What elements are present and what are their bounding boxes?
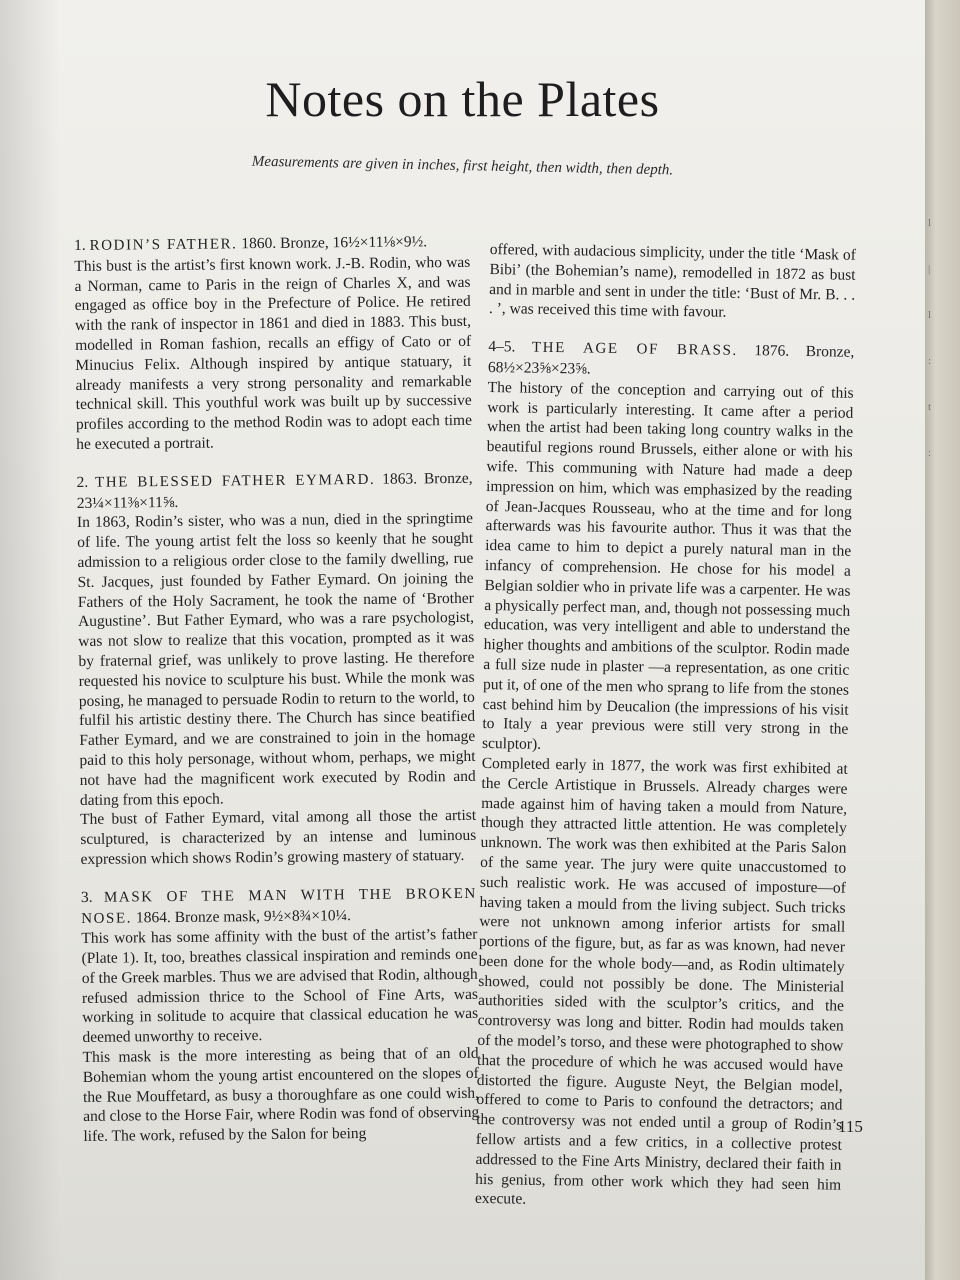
note-entry [475,337,855,1215]
plate-title: THE BLESSED FATHER EYMARD. [94,471,376,491]
edge-marks: l | l : t : [928,217,932,459]
note-paragraph: This work has some affinity with the bust of the artist’s father (Plate 1). It, too, breathes classical inspiration and reminds one of the Greek marbles. Thus we are advised that Rodin, although refused admission thrice to the School of Fine Arts, was working in solitude to acquire that classical education he was deemed unworthy to receive. [81,926,479,1047]
right-column [474,240,855,1233]
note-paragraph: Completed early in 1877, the work was first exhibited at the Cercle Artistique in Brussels. Already charges were made against him of having taken a mould from Nature, though they attracted little attention. He was completely unknown. The work was then exhibited at the Paris Salon of the same year. The jury were quite unaccustomed to such realistic work. He was accused of imposture—of having taken a mould from the living subject. Such tricks were not unknown among inferior artists for small portions of the figure, but, as far as was known, had never been done for the whole body—and, as Rodin ultimately showed, could not possibly be done. The Ministerial authorities sided with the sculptor’s critics, and the controversy was long and bitter. Rodin had moulds taken of the model’s torso, and these were photographed to show that the procedure of which he was accused would have distorted the figure. Auguste Neyt, the Belgian model, offered to come to Paris to confound the detractors; and the controversy was not ended until a group of Rodin’s fellow artists and a few critics, in a collective protest addressed to the Fine Arts Ministry, declared their faith in his genius, from other work which they had seen him execute. [474,754,848,1209]
note-entry [81,884,480,1147]
plate-number: 4–5. [488,338,516,356]
note-heading [488,337,855,383]
plate-title: RODIN’S FATHER. [89,236,238,254]
note-paragraph: The bust of Father Eymard, vital among all those the artist sculptured, is characterized by an intense and luminous expression which shows Rodin’s growing mastery of statuary. [80,807,477,868]
plate-details: 1876. Bronze, 68½×23⅝×23⅝. [487,342,855,378]
gutter-shadow [0,0,60,1280]
plate-details: 1863. Bronze, 23¼×11⅜×11⅝. [76,469,473,512]
note-paragraph: This mask is the more interesting as being that of an old Bohemian whom the young artist encountered on the slopes of the Rue Mouffetard, as busy a thoroughfare as one could wish, and close to the Horse Fair, where Rodin was fond of observing life. The work, refused by the Salon for being [82,1044,480,1146]
note-paragraph: In 1863, Rodin’s sister, who was a nun, died in the springtime of life. The young artist felt the loss so keenly that he sought admission to a religious order close to the family dwelling, rue St. Jacques, just founded by Father Eymard. On joining the Fathers of the Holy Sacrament, he took the name of ‘Brother Augustine’. But Father Eymard, who was a rare psychologist, was not slow to realize that this vocation, prompted as it was by fraternal grief, was unlikely to prove lasting. He therefore requested his novice to sculpture his bust. While the monk was posing, he managed to persuade Rodin to return to the world, to fulfil his artistic destiny there. The Church has since beatified Father Eymard, and we are constrained to join in the homage paid to this holy personage, without whom, perhaps, we might not have had the magnificent work executed by Rodin and dating from this epoch. [76,510,476,809]
note-heading [76,469,472,514]
note-entry [74,232,472,455]
plate-title: MASK OF THE MAN WITH THE BROKEN NOSE. [81,885,477,927]
page-subtitle: Measurements are given in inches, first height, then width, then depth. [251,153,674,179]
plate-details: 1860. Bronze, 16½×11⅛×9½. [241,233,428,253]
plate-number: 1. [74,236,86,254]
note-paragraph: offered, with audacious simplicity, under the title ‘Mask of Bibi’ (the Bohemian’s name), remodelled in 1872 as bust and in marble and sent in under the title: ‘Bust of Mr. B. . . . ’, was received this time with favour. [488,240,856,322]
left-column [74,232,480,1165]
note-entry [489,240,856,325]
plate-number: 3. [80,888,93,906]
note-entry [76,469,476,870]
note-paragraph: This bust is the artist’s first known work. J.-B. Rodin, who was a Norman, came to Paris in the reign of Charles X, and was engaged as office boy in the Prefecture of Police. He retired with the rank of inspector in 1861 and died in 1883. This bust, modelled in Roman fashion, recalls an effigy of Cato or of Minucius Felix. Although inspired by antique statuary, it already manifests a very strong personality and remarkable technical skill. This youthful work was built up by successive profiles according to the method Rodin was to adopt each time he executed a portrait. [74,253,473,453]
note-paragraph: The history of the conception and carrying out of this work is particularly interesting. It came after a period when the artist had been taking long country walks in the beautiful regions round Brussels, either alone or with his wife. This communing with Nature had made a deep impression on him, which was emphasized by the reading of Jean-Jacques Rousseau, who at the time and for long afterwards was his favourite author. Thus it was that the idea came to him to depict a purely natural man in the infancy of comprehension. He chose for his model a Belgian soldier who in private life was a carpenter. He was a physically perfect man, and, though not possessing much education, was very intelligent and able to understand the higher thoughts and ambitions of the sculptor. Rodin made a full size nude in plaster —a representation, as one critic put it, of one of the men who sprang to life from the stones cast behind him by Deucalion (the impressions of his visit to Italy a year previous were still very strong in the sculptor). [481,378,854,753]
page-number: 115 [838,1117,863,1136]
book-edge [925,0,960,1280]
page-title: Notes on the Plates [265,71,660,127]
note-heading [81,884,477,930]
plate-title: THE AGE OF BRASS. [531,339,738,360]
plate-details: 1864. Bronze mask, 9½×8¾×10¼. [135,906,352,926]
plate-number: 2. [76,473,89,491]
